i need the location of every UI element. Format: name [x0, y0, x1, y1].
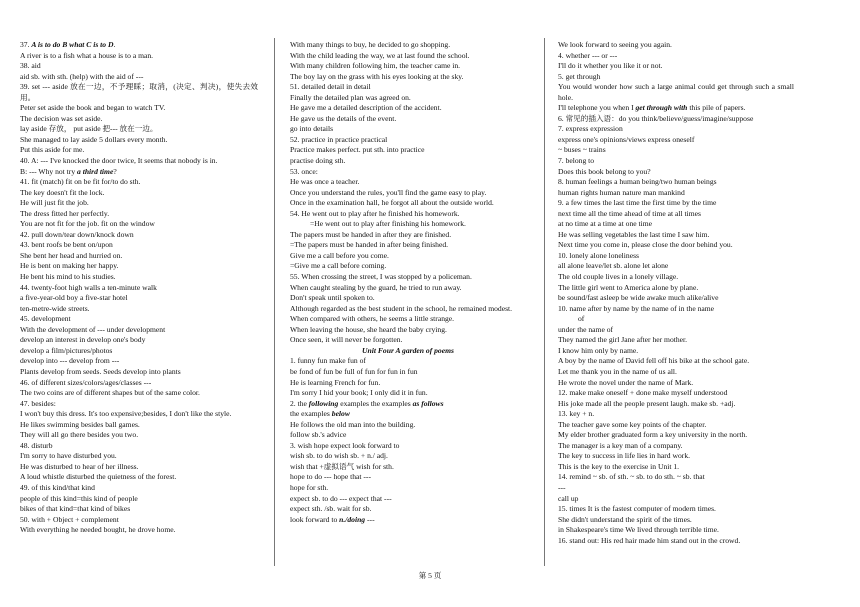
- text-line: 47. besides:: [20, 398, 56, 408]
- text-line: With the development of --- under development: [20, 324, 166, 334]
- text-line: I won't buy this dress. It's too expensive;besides, I don't like the style.: [20, 409, 232, 419]
- text-line: A loud whistle disturbed the quietness of the forest.: [20, 472, 177, 482]
- text-line: She managed to lay aside 5 dollars every month.: [20, 134, 168, 144]
- text-line: The decision was set aside.: [20, 113, 103, 123]
- text-line: I'll do it whether you like it or not.: [558, 61, 663, 71]
- text-line: 42. pull down/tear down/knock down: [20, 229, 134, 239]
- text-line: The dress fitted her perfectly.: [20, 208, 110, 218]
- text-line: 55. When crossing the street, I was stopped by a policeman.: [290, 272, 472, 282]
- text-line: expect sb. to do --- expect that ---: [290, 493, 392, 503]
- text-line: under the name of: [558, 324, 614, 334]
- text-line: 10. name after by name by the name of in the name: [558, 303, 715, 313]
- text-line: 13. key + n.: [558, 409, 595, 419]
- text-line: Finally the detailed plan was agreed on.: [290, 92, 411, 102]
- text-line: 46. of different sizes/colors/ages/classes ---: [20, 377, 152, 387]
- text-line: Next time you come in, please close the door behind you.: [558, 240, 733, 250]
- text-line: Once in the examination hall, he forgot all about the outside world.: [290, 198, 494, 208]
- text-line: 48. disturb: [20, 440, 53, 450]
- text-line: 53. once:: [290, 166, 318, 176]
- text-line: [290, 399, 526, 410]
- text-line: 43. bent roofs be bent on/upon: [20, 240, 113, 250]
- text-line: develop into --- develop from ---: [20, 356, 120, 366]
- text-line: With the child leading the way, we at last found the school.: [290, 50, 470, 60]
- text-line: Does this book belong to you?: [558, 166, 651, 176]
- text-run: the examples: [290, 409, 332, 419]
- text-line: =Give me a call before coming.: [290, 261, 387, 271]
- text-line: ---: [558, 482, 566, 492]
- text-line: next time all the time ahead of time at all times: [558, 208, 701, 218]
- text-line: 38. aid: [20, 61, 41, 71]
- text-line: 4. whether --- or ---: [558, 50, 618, 60]
- text-line: He was once a teacher.: [290, 177, 360, 187]
- text-line: He gave us the details of the event.: [290, 113, 397, 123]
- text-line: develop a film/pictures/photos: [20, 345, 113, 355]
- text-line: Let me thank you in the name of us all.: [558, 366, 677, 376]
- text-line: 1. funny fun make fun of: [290, 356, 366, 366]
- text-line: Once you understand the rules, you'll find the game easy to play.: [290, 187, 487, 197]
- text-line: You are not fit for the job. fit on the window: [20, 219, 155, 229]
- text-line: 6. 常见的插入语：do you think/believe/guess/imagine/suppose: [558, 113, 754, 123]
- text-line: wish sb. to do wish sb. + n./ adj.: [290, 451, 388, 461]
- text-line: When compared with others, he seems a little strange.: [290, 314, 455, 324]
- text-line: He is bent on making her happy.: [20, 261, 119, 271]
- text-line: He follows the old man into the building.: [290, 419, 416, 429]
- text-line: 15. times It is the fastest computer of modern times.: [558, 504, 716, 514]
- text-line: be sound/fast asleep be wide awake much alike/alive: [558, 293, 719, 303]
- text-line: He bent his mind to his studies.: [20, 272, 116, 282]
- text-line: [20, 167, 258, 178]
- text-line: Plants develop from seeds. Seeds develop into plants: [20, 366, 181, 376]
- text-line: She didn't understand the spirit of the times.: [558, 514, 692, 524]
- text-line: Once seen, it will never be forgotten.: [290, 335, 403, 345]
- text-line: [558, 103, 794, 114]
- text-line: The key doesn't fit the lock.: [20, 187, 105, 197]
- text-line: lay aside 存放， put aside 把--- 放在一边。: [20, 124, 158, 134]
- text-line: He was disturbed to hear of her illness.: [20, 461, 139, 471]
- text-line: The old couple lives in a lonely village.: [558, 272, 679, 282]
- text-line: 44. twenty-foot high walls a ten-minute walk: [20, 282, 157, 292]
- text-line: 10. lonely alone loneliness: [558, 250, 639, 260]
- text-line: expect sth. /sb. wait for sb.: [290, 504, 372, 514]
- text-line: With many things to buy, he decided to go shopping.: [290, 40, 451, 49]
- text-run: I'll telephone you when I: [558, 103, 636, 113]
- text-line: practise doing sth.: [290, 156, 346, 166]
- text-line: =The papers must be handed in after being finished.: [290, 240, 449, 250]
- text-run: n./doing: [339, 514, 366, 524]
- text-line: When caught stealing by the guard, he tried to run away.: [290, 282, 462, 292]
- text-line: He will just fit the job.: [20, 198, 89, 208]
- column-divider: [544, 38, 545, 566]
- text-line: Unit Four A garden of poems: [362, 345, 454, 355]
- text-line: =He went out to play after finishing his homework.: [310, 219, 466, 229]
- text-line: call up: [558, 493, 579, 503]
- text-line: 14. remind ~ sb. of sth. ~ sb. to do sth. ~ sb. that: [558, 472, 705, 482]
- text-line: The teacher gave some key points of the chapter.: [558, 419, 707, 429]
- text-run: 2. the: [290, 398, 309, 408]
- text-line: a five-year-old boy a five-star hotel: [20, 293, 128, 303]
- text-line: ~ buses ~ trains: [558, 145, 606, 155]
- text-line: at no time at a time at one time: [558, 219, 653, 229]
- column-divider: [274, 38, 275, 566]
- text-line: 41. fit (match) fit on be fit for/to do sth.: [20, 177, 141, 187]
- text-line: 12. make make oneself + done make myself understood: [558, 388, 728, 398]
- text-line: When leaving the house, she heard the baby crying.: [290, 324, 447, 334]
- text-line: He likes swimming besides ball games.: [20, 419, 140, 429]
- text-line: Give me a call before you come.: [290, 250, 389, 260]
- text-line: 16. stand out: His red hair made him stand out in the crowd.: [558, 535, 741, 545]
- text-line: The boy lay on the grass with his eyes looking at the sky.: [290, 71, 464, 81]
- text-line: in Shakespeare's time We lived through terrible time.: [558, 525, 719, 535]
- text-line: 51. detailed detail in detail: [290, 82, 371, 92]
- text-line: express one's opinions/views express oneself: [558, 134, 695, 144]
- text-line: 8. human feelings a human being/two human beings: [558, 177, 717, 187]
- text-line: A boy by the name of David fell off his bike at the school gate.: [558, 356, 750, 366]
- text-line: With everything he needed bought, he drove home.: [20, 525, 176, 535]
- text-line: He was selling vegetables the last time I saw him.: [558, 229, 710, 239]
- text-line: hope to do --- hope that ---: [290, 472, 371, 482]
- text-line: They will all go there besides you two.: [20, 430, 139, 440]
- text-line: [290, 409, 526, 420]
- text-line: With many children following him, the teacher came in.: [290, 61, 461, 71]
- text-line: be fond of fun be full of fun for fun in fun: [290, 366, 418, 376]
- text-line: He gave me a detailed description of the accident.: [290, 103, 442, 113]
- text-line: 39. set --- aside 放在一边，不予理睬；取消，(决定、判决)，使失去效用。: [20, 82, 258, 102]
- text-run: this pile of papers.: [687, 103, 746, 113]
- text-line: Put this aside for me.: [20, 145, 85, 155]
- text-run: following: [308, 398, 339, 408]
- text-run: .: [113, 40, 116, 49]
- text-line: He wrote the novel under the name of Mark.: [558, 377, 694, 387]
- text-line: bikes of that kind=that kind of bikes: [20, 504, 131, 514]
- text-line: A river is to a fish what a house is to a man.: [20, 50, 154, 60]
- text-column-right: [558, 40, 794, 546]
- text-line: follow sb.'s advice: [290, 430, 347, 440]
- text-run: 37.: [20, 40, 32, 49]
- text-line: all alone leave/let sb. alone let alone: [558, 261, 669, 271]
- text-line: 40. A: --- I've knocked the door twice, It seems that nobody is in.: [20, 156, 218, 166]
- text-line: They named the girl Jane after her mother.: [558, 335, 688, 345]
- text-line: wish that +虚拟语气 wish for sth.: [290, 461, 394, 471]
- text-line: develop an interest in develop one's body: [20, 335, 146, 345]
- text-line: Although regarded as the best student in the school, he remained modest.: [290, 303, 513, 313]
- text-line: human rights human nature man mankind: [558, 187, 685, 197]
- text-line: She bent her head and hurried on.: [20, 250, 123, 260]
- text-line: of: [578, 314, 585, 324]
- text-line: 9. a few times the last time the first time by the time: [558, 198, 717, 208]
- page-number: 第 5 页: [418, 571, 442, 580]
- text-run: examples the examples: [338, 398, 413, 408]
- text-run: B: --- Why not try: [20, 166, 78, 176]
- text-line: This is the key to the exercise in Unit 1.: [558, 461, 680, 471]
- text-run: get through with: [635, 103, 688, 113]
- text-line: 52. practice in practice practical: [290, 134, 388, 144]
- text-line: ten-metre-wide streets.: [20, 303, 90, 313]
- text-line: Don't speak until spoken to.: [290, 293, 375, 303]
- text-line: I'm sorry I hid your book; I only did it in fun.: [290, 388, 428, 398]
- text-run: ---: [365, 514, 375, 524]
- text-run: below: [331, 409, 350, 419]
- text-line: We look forward to seeing you again.: [558, 40, 672, 49]
- text-line: The key to success in life lies in hard work.: [558, 451, 691, 461]
- text-line: My elder brother graduated form a key university in the north.: [558, 430, 748, 440]
- text-line: aid sb. with sth. (help) with the aid of ---: [20, 71, 144, 81]
- text-line: Practice makes perfect. put sth. into practice: [290, 145, 425, 155]
- text-line: 5. get through: [558, 71, 601, 81]
- text-column-middle: [290, 40, 526, 525]
- text-line: 3. wish hope expect look forward to: [290, 440, 400, 450]
- text-line: 45. development: [20, 314, 71, 324]
- text-line: hope for sth.: [290, 482, 329, 492]
- text-line: You would wonder how such a large animal could get through such a small hole.: [558, 82, 794, 102]
- text-line: Peter set aside the book and began to watch TV.: [20, 103, 166, 113]
- text-line: go into details: [290, 124, 334, 134]
- text-line: [290, 515, 526, 526]
- text-run: ?: [113, 166, 117, 176]
- text-line: 49. of this kind/that kind: [20, 482, 95, 492]
- text-line: The little girl went to America alone by plane.: [558, 282, 699, 292]
- text-line: people of this kind=this kind of people: [20, 493, 138, 503]
- text-line: 54. He went out to play after he finished his homework.: [290, 208, 460, 218]
- text-line: 7. express expression: [558, 124, 623, 134]
- text-run: look forward to: [290, 514, 340, 524]
- text-run: A is to do B what C is to D: [31, 40, 114, 49]
- text-line: [20, 40, 258, 51]
- text-line: 50. with + Object + complement: [20, 514, 119, 524]
- text-line: 7. belong to: [558, 156, 595, 166]
- text-line: He is learning French for fun.: [290, 377, 381, 387]
- text-line: I'm sorry to have disturbed you.: [20, 451, 117, 461]
- text-line: The manager is a key man of a company.: [558, 440, 683, 450]
- text-line: I know him only by name.: [558, 345, 639, 355]
- text-line: The two coins are of different shapes but of the same color.: [20, 388, 200, 398]
- text-line: His joke made all the people present laugh. make sb. +adj.: [558, 398, 736, 408]
- text-line: The papers must be handed in after they are finished.: [290, 229, 452, 239]
- text-run: as follows: [412, 398, 444, 408]
- text-run: a third time: [77, 166, 114, 176]
- text-column-left: [20, 40, 258, 536]
